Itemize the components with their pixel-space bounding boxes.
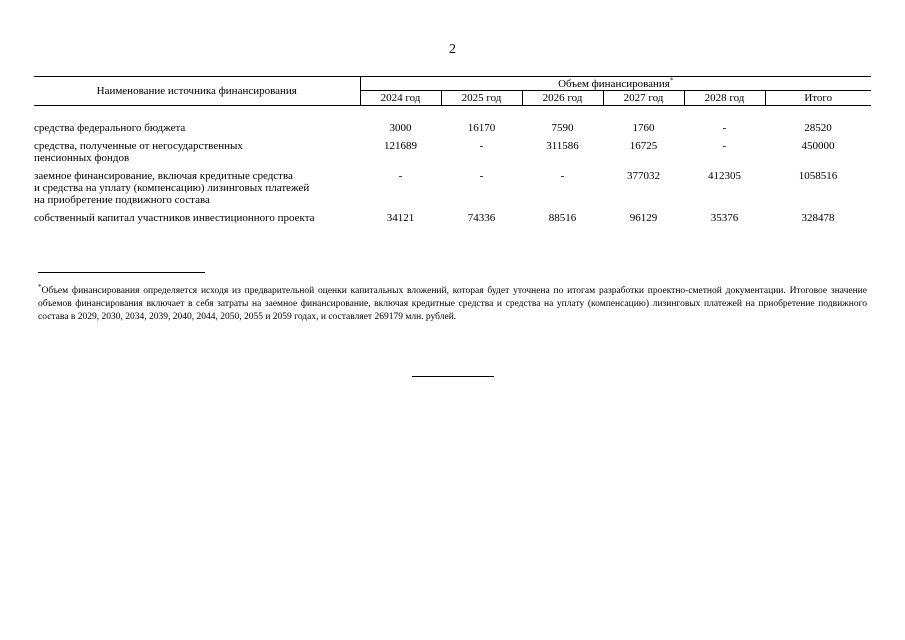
row-year-value: 412305 bbox=[708, 170, 741, 182]
financing-table bbox=[34, 76, 871, 230]
row-year-value: 1760 bbox=[632, 122, 655, 134]
footnote bbox=[38, 282, 867, 324]
row-year-value: 74336 bbox=[467, 212, 496, 224]
table-row bbox=[34, 140, 871, 170]
row-year-value: 34121 bbox=[386, 212, 415, 224]
row-year-value: 7590 bbox=[551, 122, 574, 134]
row-total-value: 28520 bbox=[804, 122, 832, 134]
column-group-header bbox=[360, 77, 871, 91]
row-year-value: - bbox=[560, 170, 565, 182]
row-year-value: 35376 bbox=[710, 212, 739, 224]
group-header-text: Объем финансирования bbox=[558, 77, 670, 90]
footnote-marker: * bbox=[38, 282, 42, 291]
row-year-value: 311586 bbox=[546, 140, 579, 152]
footnote-ref-marker: * bbox=[669, 75, 674, 84]
row-year-value: - bbox=[722, 140, 727, 152]
row-year-value: 16170 bbox=[467, 122, 496, 134]
row-year-value: 3000 bbox=[389, 122, 412, 134]
column-header-2027: 2027 год bbox=[603, 91, 684, 106]
row-year-value: 96129 bbox=[629, 212, 658, 224]
row-source-name: собственный капитал участников инвестиционного проекта bbox=[34, 212, 315, 224]
table-row bbox=[34, 170, 871, 212]
column-header-total: Итого bbox=[765, 91, 871, 106]
footnote-separator bbox=[38, 272, 205, 273]
row-year-value: - bbox=[398, 170, 403, 182]
table-row bbox=[34, 122, 871, 140]
page-number: 2 bbox=[449, 42, 456, 57]
row-year-value: - bbox=[479, 170, 484, 182]
row-year-value: 121689 bbox=[384, 140, 417, 152]
row-year-value: 88516 bbox=[548, 212, 577, 224]
row-total-value: 450000 bbox=[801, 140, 835, 152]
row-year-value: - bbox=[479, 140, 484, 152]
row-total-value: 328478 bbox=[801, 212, 835, 224]
row-source-name: заемное финансирование, включая кредитные средства и средства на уплату (компенсацию) лизинговых платежей на приобретение подвижного состава bbox=[34, 170, 310, 206]
column-header-2024: 2024 год bbox=[360, 91, 441, 106]
column-header-2025: 2025 год bbox=[441, 91, 522, 106]
row-total-value: 1058516 bbox=[798, 170, 838, 182]
footnote-text: Объем финансирования определяется исходя из предварительной оценки капитальных вложений, которая будет уточнена по итогам разработки проектно-сметной документации. Итоговое значение объемов финансирования включает в себя затраты на заемное финансирование, включая кредитные средства и средства на уплату (компенсацию) лизинговых платежей на приобретение подвижного состава в 2029, 2030, 2034, 2039, 2040, 2044, 2050, 2055 и 2059 годах, и составляет 269179 млн. рублей. bbox=[38, 286, 867, 322]
column-header-2028: 2028 год bbox=[684, 91, 765, 106]
row-source-name: средства федерального бюджета bbox=[34, 122, 186, 134]
row-source-name: средства, полученные от негосударственных пенсионных фондов bbox=[34, 140, 243, 164]
end-of-document-line bbox=[412, 376, 494, 377]
column-header-source: Наименование источника финансирования bbox=[34, 77, 360, 106]
table-row bbox=[34, 212, 871, 230]
row-year-value: 16725 bbox=[629, 140, 658, 152]
column-header-2026: 2026 год bbox=[522, 91, 603, 106]
row-year-value: 377032 bbox=[627, 170, 660, 182]
row-year-value: - bbox=[722, 122, 727, 134]
